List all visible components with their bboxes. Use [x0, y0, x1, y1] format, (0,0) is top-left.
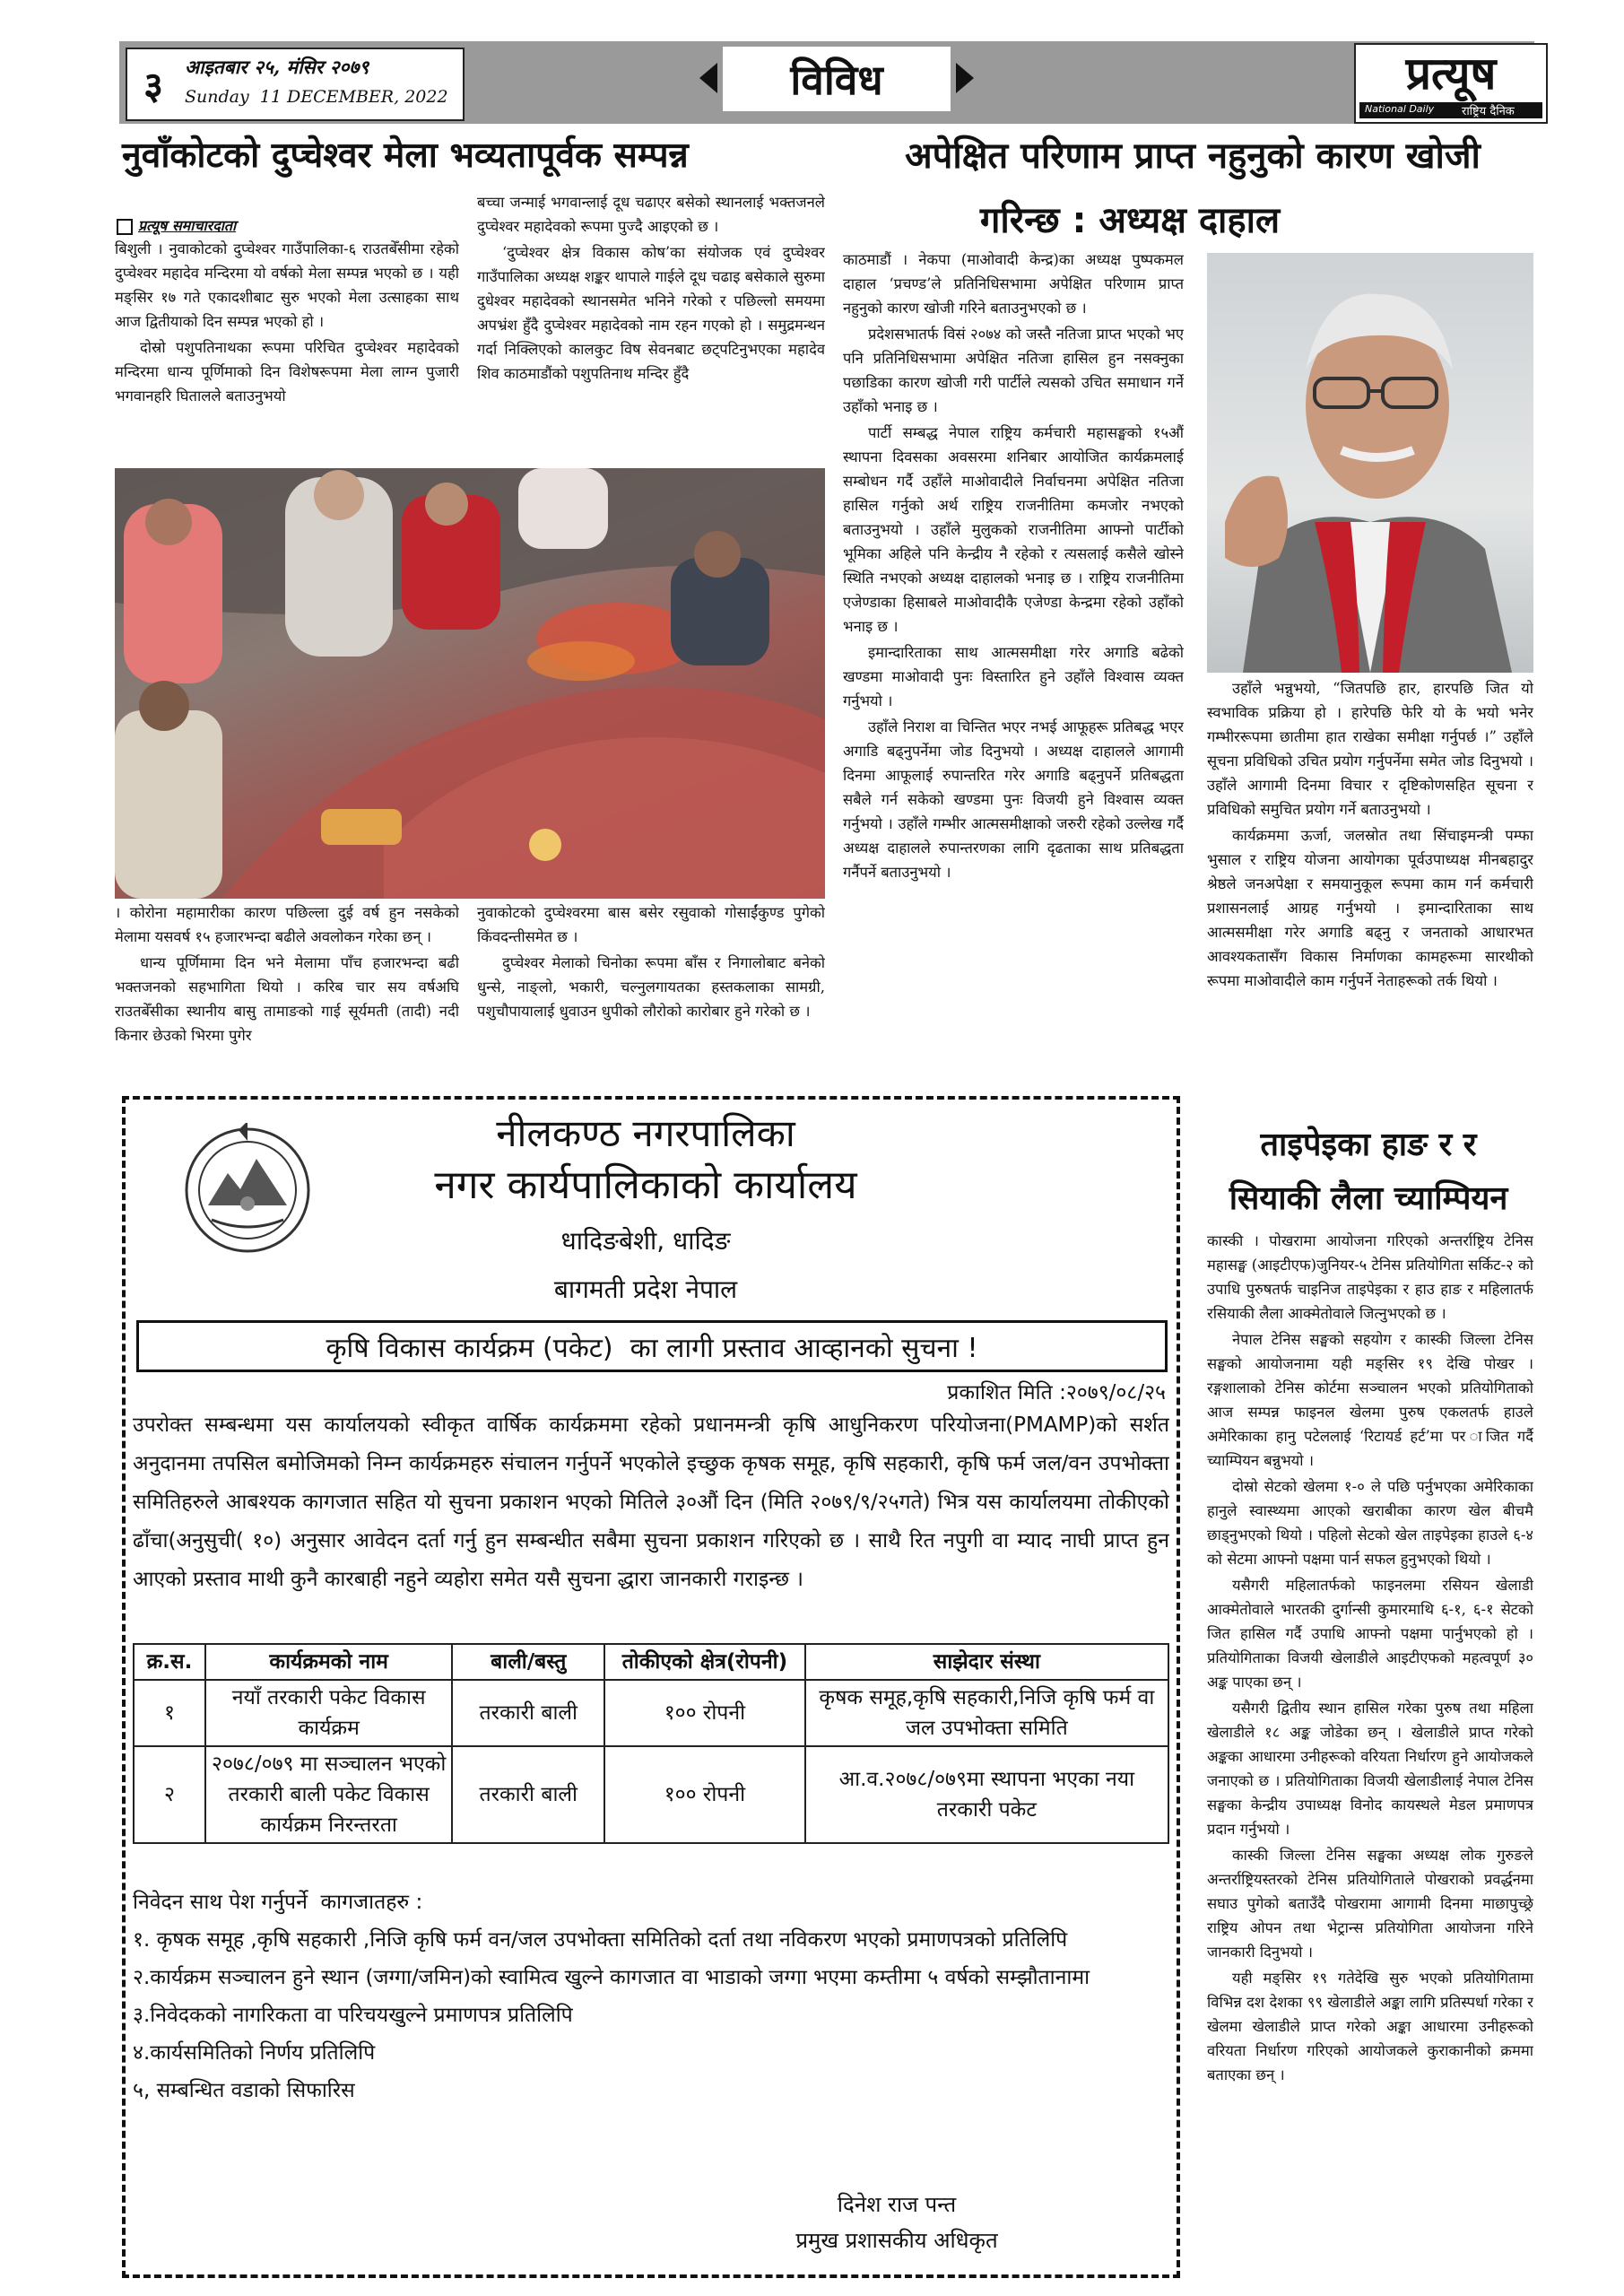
article1-col1-bottom	[115, 900, 459, 1089]
table-row	[134, 1746, 1168, 1843]
municipality-emblem	[176, 1123, 319, 1257]
table-cell: तरकारी बाली	[452, 1746, 604, 1843]
table-cell: २	[134, 1746, 205, 1843]
table-cell: आ.व.२०७८/०७९मा स्थापना भएका नया तरकारी पकेट	[805, 1746, 1168, 1843]
notice-program-table	[133, 1643, 1169, 1844]
table-cell: कृषक समूह,कृषि सहकारी,निजि कृषि फर्म वा जल उपभोक्ता समिति	[805, 1680, 1168, 1746]
article1-para: बच्चा जन्माई भगवान्लाई दूध चढाएर बसेको स्थानलाई भक्तजनले दुप्चेश्वर महादेवको रूपमा पुज्दै आइएको छ ।	[477, 194, 825, 235]
article1-col2-top	[477, 190, 825, 466]
article2-para: उहाँले भन्नुभयो, “जितपछि हार, हारपछि जित यो स्वभाविक प्रक्रिया हो । हारेपछि फेरि यो के भयो भनेर गम्भीररूपमा छातीमा हात राखेका समीक्षा गर्नुपर्छ ।” उहाँले सूचना प्रविधिको उचित प्रयोग गर्नुपर्नेमा समेत जोड दिनुभयो । उहाँले आगामी दिनमा विचार र दृष्टिकोणसहित सूचना र प्रविधिको समुचित प्रयोग गर्ने बताउनुभयो ।	[1207, 680, 1533, 818]
article1-para: दुप्चेश्वर मेलाको चिनोका रूपमा बाँस र निगालोबाट बनेको धुन्से, नाङ्लो, भकारी, चल्नुलगायतका हस्तकलाका सामग्री, पशुचौपायालाई धुवाउन धुपीको लौरोको कारोबार हुने गरेको छ ।	[477, 954, 825, 1020]
article1-col1-top	[115, 237, 459, 466]
article1-col2-bottom	[477, 900, 825, 1089]
article1-para: दोस्रो पशुपतिनाथका रूपमा परिचित दुप्चेश्वर महादेवको मन्दिरमा धान्य पूर्णिमाको दिन विशेषरूपमा मेला लाग्न पुजारी भगवानहरि घिताललेे बताउनुभयो	[115, 339, 459, 404]
notice-doc-item: ५, सम्बन्धित वडाको सिफारिस	[133, 2079, 355, 2102]
logo-sub-right: राष्ट्रिय दैनिक	[1462, 105, 1515, 118]
article2-body	[843, 248, 1184, 1092]
notice-doc-item: २.कार्यक्रम सञ्चालन हुने स्थान (जग्गा/जमिन)को स्वामित्व खुल्ने कागजात वा भाडाको जग्गा भएमा कम्तीमा ५ वर्षको सम्झौतानामा	[133, 1966, 1090, 1989]
article2-side-text	[1207, 676, 1533, 1107]
page-number-text: ३	[143, 63, 163, 108]
date-nepali: आइतबार २५, मंसिर २०७९	[185, 56, 369, 78]
notice-docs	[133, 1883, 1169, 2152]
table-row	[134, 1680, 1168, 1746]
article2-para: पार्टी सम्बद्ध नेपाल राष्ट्रिय कर्मचारी महासङ्घको १५औं स्थापना दिवसका अवसरमा शनिबार आयोजित कार्यक्रमलाई सम्बोधन गर्दै उहाँले माओवादीले निर्वाचनमा अपेक्षित नतिजा हासिल गर्नुको अर्थ राष्ट्रिय राजनीतिमा कमजोर नभएको बताउनुभयो । उहाँले मुलुकको राजनीतिमा आफ्नो पार्टीको भूमिका अहिले पनि केन्द्रीय नै रहेको र त्यसलाई कसैले खोस्ने स्थिति नभएको अध्यक्ष दाहालको भनाइ छ । राष्ट्रिय राजनीतिमा एजेण्डाका हिसाबले माओवादीकै एजेण्डा केन्द्रमा रहेको उहाँको भनाइ छ ।	[843, 424, 1184, 635]
notice-org-line2: नगर कार्यपालिकाको कार्यालय	[434, 1162, 857, 1208]
table-cell: २०७८/०७९ मा सञ्चालन भएको तरकारी बाली पकेट विकास कार्यक्रम निरन्तरता	[205, 1746, 452, 1843]
article1-headline: नुवाँकोटको दुप्चेश्वर मेला भव्यतापूर्वक सम्पन्न	[122, 135, 689, 176]
table-cell: १	[134, 1680, 205, 1746]
article1-para: धान्य पूर्णिमामा दिन भने मेलामा पाँच हजारभन्दा बढी भक्तजनको सहभागिता थियो । करिब चार सय वर्षअघि राउतबेँसीका स्थानीय बासु तामाङको गाई सूर्यमती (तादी) नदी किनार छेउको भिरमा पुगेर	[115, 954, 459, 1044]
article1-para: नुवाकोटको दुप्चेश्वरमा बास बसेर रसुवाको गोसाईंकुण्ड पुगेको किंवदन्तीसमेत छ ।	[477, 904, 825, 945]
table-cell: १०० रोपनी	[604, 1746, 805, 1843]
article2-headline-line1: अपेक्षित परिणाम प्राप्त नहुनुको कारण खोजी	[905, 135, 1481, 177]
notice-docs-title: निवेदन साथ पेश गर्नुपर्ने कागजातहरु :	[133, 1891, 423, 1914]
notice-doc-item: ४.कार्यसमितिको निर्णय प्रतिलिपि	[133, 2041, 376, 2065]
article2-para: काठमाडौं । नेकपा (माओवादी केन्द्र)का अध्यक्ष पुष्पकमल दाहाल ‘प्रचण्ड’ले प्रतिनिधिसभामा अपेक्षित परिणाम प्राप्त नहुनुको कारण खोजी गरिने बताउनुभएको छ ।	[843, 251, 1184, 317]
notice-published-date: प्रकाशित मिति :२०७९/०८/२५	[947, 1381, 1166, 1405]
table-cell: तरकारी बाली	[452, 1680, 604, 1746]
article3-para: कास्की । पोखरामा आयोजना गरिएको अन्तर्राष्ट्रिय टेनिस महासङ्घ (आइटीएफ)जुनियर-५ टेनिस प्रतियोगिता सर्किट-२ को उपाधि पुरुषतर्फ चाइनिज ताइपेइका र हाउ हाङ र महिलातर्फ रसियाकी लैला आक्मेतोवाले जित्नुभएको छ ।	[1207, 1232, 1533, 1322]
article3-body	[1207, 1229, 1533, 2283]
section-label: विविध	[790, 56, 883, 104]
article3-para: कास्की जिल्ला टेनिस सङ्घका अध्यक्ष लोक गुरुङले अन्तर्राष्ट्रियस्तरको टेनिस प्रतियोगिताले पोखराको प्रवर्द्धनमा सघाउ पुगेको बताउँदै पोखरामा आगामी दिनमा माछापुच्छ्रे राष्ट्रिय ओपन तथा भेट्रान्स प्रतियोगिता आयोजना गरिने जानकारी दिनुभयो ।	[1207, 1847, 1533, 1961]
dahal-portrait-photo	[1207, 253, 1533, 673]
newspaper-logo	[1354, 43, 1548, 124]
dahal-portrait-art	[1207, 253, 1533, 673]
article3-headline-line1: ताइपेइका हाङ र र	[1260, 1126, 1477, 1163]
article1-byline	[117, 215, 236, 235]
byline-text: प्रत्यूष समाचारदाता	[138, 217, 237, 234]
temple-mela-photo-art	[115, 468, 825, 899]
notice-title: कृषि विकास कार्यक्रम (पकेट) का लागी प्रस्ताव आव्हानको सुचना !	[326, 1332, 978, 1364]
article1-para: ‘दुप्चेश्वर क्षेत्र विकास कोष’का संयोजक एवं दुप्चेश्वर गाउँपालिका अध्यक्ष शङ्कर थापाले गाईले दूध चढाइ बसेकाले सुरुमा दुधेश्वर महादेवको स्थानसमेत भनिने गरेको र पछिल्लो समयमा अपभ्रंश हुँदै दुप्चेश्वर महादेवको नाम रहन गएको हो । समुद्रमन्थन गर्दा निक्लिएको कालकुट विष सेवनबाट छट्पटिनुभएका महादेव शिव काठमाडौंको पशुपतिनाथ मन्दिर हुँदै	[477, 244, 825, 382]
table-header-cell: तोकीएको क्षेत्र(रोपनी)	[604, 1644, 805, 1680]
article3-para: नेपाल टेनिस सङ्घको सहयोग र कास्की जिल्ला टेनिस सङ्घको आयोजनामा यही मङ्सिर १९ देखि पोखर । रङ्गशालाको टेनिस कोर्टमा सञ्चालन भएको प्रतियोगिताको आज सम्पन्न फाइनल खेलमा पुरुष एकलतर्फ हाउले अमेरिकाका हानु पटेललाई ‘रिटायर्ड हर्ट’मा पर ाजित गर्दै च्याम्पियन बन्नुभयो ।	[1207, 1331, 1533, 1469]
table-header-row	[134, 1644, 1168, 1680]
notice-body: उपरोक्त सम्बन्धमा यस कार्यालयको स्वीकृत वार्षिक कार्यक्रममा रहेको प्रधानमन्त्री कृषि आधुनिकरण परियोजना(PMAMP)को सर्शत अनुदानमा तपसिल बमोजिमको निम्न कार्यक्रमहरु संचालन गर्नुपर्ने भएकोले इच्छुक कृषक समूह, कृषि सहकारी, कृषि फर्म जल/वन उपभोक्ता समितिहरुले आबश्यक कागजात सहित यो सुचना प्रकाशन भएको मितिले ३०औं दिन (मिति २०७९/९/२५गते) भित्र यस कार्यालयमा तोकीएको ढाँचा(अनुसुची( १०) अनुसार आवेदन दर्ता गर्नु हुन सम्बन्धीत सबैमा सुचना प्रकाशन गरिएको छ । साथै रित नपुगी वा म्याद नाघी प्राप्त हुन आएको प्रस्ताव माथी कुनै कारबाही नहुने व्यहोरा समेत यसै सुचना द्धारा जानकारी गराइन्छ ।	[133, 1413, 1169, 1591]
table-cell: १०० रोपनी	[604, 1680, 805, 1746]
logo-text: प्रत्यूष	[1405, 48, 1497, 100]
table-header-cell: कार्यक्रमको नाम	[205, 1644, 452, 1680]
section-label-box	[723, 47, 951, 111]
date-english: Sunday 11 DECEMBER, 2022	[185, 87, 448, 107]
notice-org-line4: बागमती प्रदेश नेपाल	[553, 1274, 738, 1304]
table-header-cell: बाली/बस्तु	[452, 1644, 604, 1680]
article2-para: कार्यक्रममा ऊर्जा, जलस्रोत तथा सिंचाइमन्त्री पम्फा भुसाल र राष्ट्रिय योजना आयोगका पूर्वउपाध्यक्ष मीनबहादुर श्रेष्ठले जनअपेक्षा र समयानुकूल रूपमा काम गर्न कर्मचारी प्रशासनलाई आग्रह गर्नुभयो । इमान्दारिताका साथ आत्मसमीक्षा गरेर अगाडि बढ्नु र जनताको आधारभत आवश्यकतासँग विकास निर्माणका कामहरूमा सारथीको रूपमा माओवादीले काम गर्नुपर्ने नेताहरूको तर्क थियो ।	[1207, 827, 1533, 989]
section-right-arrow	[956, 63, 974, 93]
article3-para: यसैगरी द्वितीय स्थान हासिल गरेका पुरुष तथा महिला खेलाडीले १८ अङ्क जोडेका छन् । खेलाडीले प्राप्त गरेको अङ्कका आधारमा उनीहरूको वरियता निर्धारण हुने आयोजकले जनाएको छ । प्रतियोगिताका विजयी खेलाडीलाई नेपाल टेनिस सङ्घका केन्द्रीय उपाध्यक्ष विनोद कायस्थले मेडल प्रमाणपत्र प्रदान गर्नुभयो ।	[1207, 1700, 1533, 1838]
notice-signer-name: दिनेश राज पन्त	[837, 2192, 957, 2217]
article3-para: यसैगरी महिलातर्फको फाइनलमा रसियन खेलाडी आक्मेतोवाले भारतकी दुर्गान्सी कुमारमाथि ६-१, ६-१ सेटको जित हासिल गर्दै उपाधि आफ्नो पक्षमा पार्नुभएको हो । प्रतियोगिताका विजयी खेलाडीले आइटीएफको महत्वपूर्ण ३० अङ्क पाएका छन् ।	[1207, 1577, 1533, 1691]
municipality-emblem-icon	[176, 1123, 319, 1257]
notice-org-line3: धादिङबेशी, धादिङ	[560, 1226, 731, 1256]
logo-sub-left: National Daily	[1365, 103, 1435, 115]
article3-headline-line2: सियाकी लैला च्याम्पियन	[1229, 1180, 1508, 1217]
article1-para: । कोरोना महामारीका कारण पछिल्ला दुई वर्ष हुन नसकेको मेलामा यसवर्ष १५ हजारभन्दा बढीले अवलोकन गरेका छन् ।	[115, 904, 459, 945]
table-header-cell: साझेदार संस्था	[805, 1644, 1168, 1680]
page-number	[126, 48, 181, 121]
article2-para: इमान्दारिताका साथ आत्मसमीक्षा गरेर अगाडि बढेको खण्डमा माओवादी पुनः विस्तारित हुने उहाँले विश्वास व्यक्त गर्नुभयो ।	[843, 644, 1184, 709]
notice-doc-item: १. कृषक समूह ,कृषि सहकारी ,निजि कृषि फर्म वन/जल उपभोक्ता समितिको दर्ता तथा नविकरण भएको प्रमाणपत्रको प्रतिलिपि	[133, 1928, 1068, 1952]
notice-table-wrap	[133, 1643, 1169, 1844]
article2-headline-line2: गरिन्छ : अध्यक्ष दाहाल	[979, 200, 1281, 241]
article2-para: प्रदेशसभातर्फ विसं २०७४ को जस्तै नतिजा प्राप्त भएको भए पनि प्रतिनिधिसभामा अपेक्षित नतिजा हासिल हुन नसक्नुका पछाडिका कारण खोजी गरी पार्टीले त्यसको उचित समाधान गर्ने उहाँको भनाइ छ ।	[843, 326, 1184, 415]
notice-signer-title: प्रमुख प्रशासकीय अधिकृत	[795, 2228, 998, 2253]
article1-para: बिशुली । नुवाकोटको दुप्चेश्वर गाउँपालिका-६ राउतबेँसीमा रहेको दुप्चेश्वर महादेव मन्दिरमा यो वर्षको मेला सम्पन्न भएको छ । यही मङ्सिर १७ गते एकादशीबाट सुरु भएको मेला उत्साहका साथ आज द्वितीयाको दिन सम्पन्न भएको हो ।	[115, 240, 459, 330]
section-left-arrow	[699, 63, 717, 93]
date-box	[178, 48, 465, 121]
notice-doc-item: ३.निवेदकको नागरिकता वा परिचयखुल्ने प्रमाणपत्र प्रतिलिपि	[133, 2004, 573, 2027]
article3-para: दोस्रो सेटको खेलमा १-० ले पछि पर्नुभएका अमेरिकाका हानुले स्वास्थ्यमा आएको खराबीका कारण खेल बीचमै छाड्नुभएको थियो । पहिलो सेटको खेल ताइपेइका हाउले ६-४ को सेटमा आफ्नो पक्षमा पार्न सफल हुनुभएको थियो ।	[1207, 1478, 1533, 1568]
table-header-cell: क्र.स.	[134, 1644, 205, 1680]
temple-mela-photo	[115, 468, 825, 899]
article2-para: उहाँले निराश वा चिन्तित भएर नभई आफूहरू प्रतिबद्ध भएर अगाडि बढ्नुपर्नेमा जोड दिनुभयो । अध्यक्ष दाहालले आगामी दिनमा आफूलाई रुपान्तरित गरेर अगाडि बढ्नुपर्ने प्रतिबद्धता सबैले गर्न सकेको खण्डमा पुनः विजयी हुने विश्वास व्यक्त गर्नुभयो । उहाँले गम्भीर आत्मसमीक्षाको जरुरी रहेको उल्लेख गर्दै अध्यक्ष दाहालले रुपान्तरणका लागि दृढताका साथ प्रतिबद्धता गर्नैपर्ने बताउनुभयो ।	[843, 718, 1184, 881]
table-cell: नयाँ तरकारी पकेट विकास कार्यक्रम	[205, 1680, 452, 1746]
notice-title-box	[136, 1320, 1168, 1372]
article3-para: यही मङ्सिर १९ गतेदेखि सुरु भएको प्रतियोगितामा विभिन्न दश देशका ९९ खेलाडीले अङ्का लागि प्रतिस्पर्धा गरेका र खेलमा खेलाडीले प्राप्त गरेको अङ्का आधारमा उनीहरूको वरियता निर्धारण गरिएको आयोजकले कुराकानीको क्रममा बताएका छन् ।	[1207, 1970, 1533, 2083]
notice-org-line1: नीलकण्ठ नगरपालिका	[496, 1111, 795, 1155]
byline-box-icon	[117, 219, 133, 235]
